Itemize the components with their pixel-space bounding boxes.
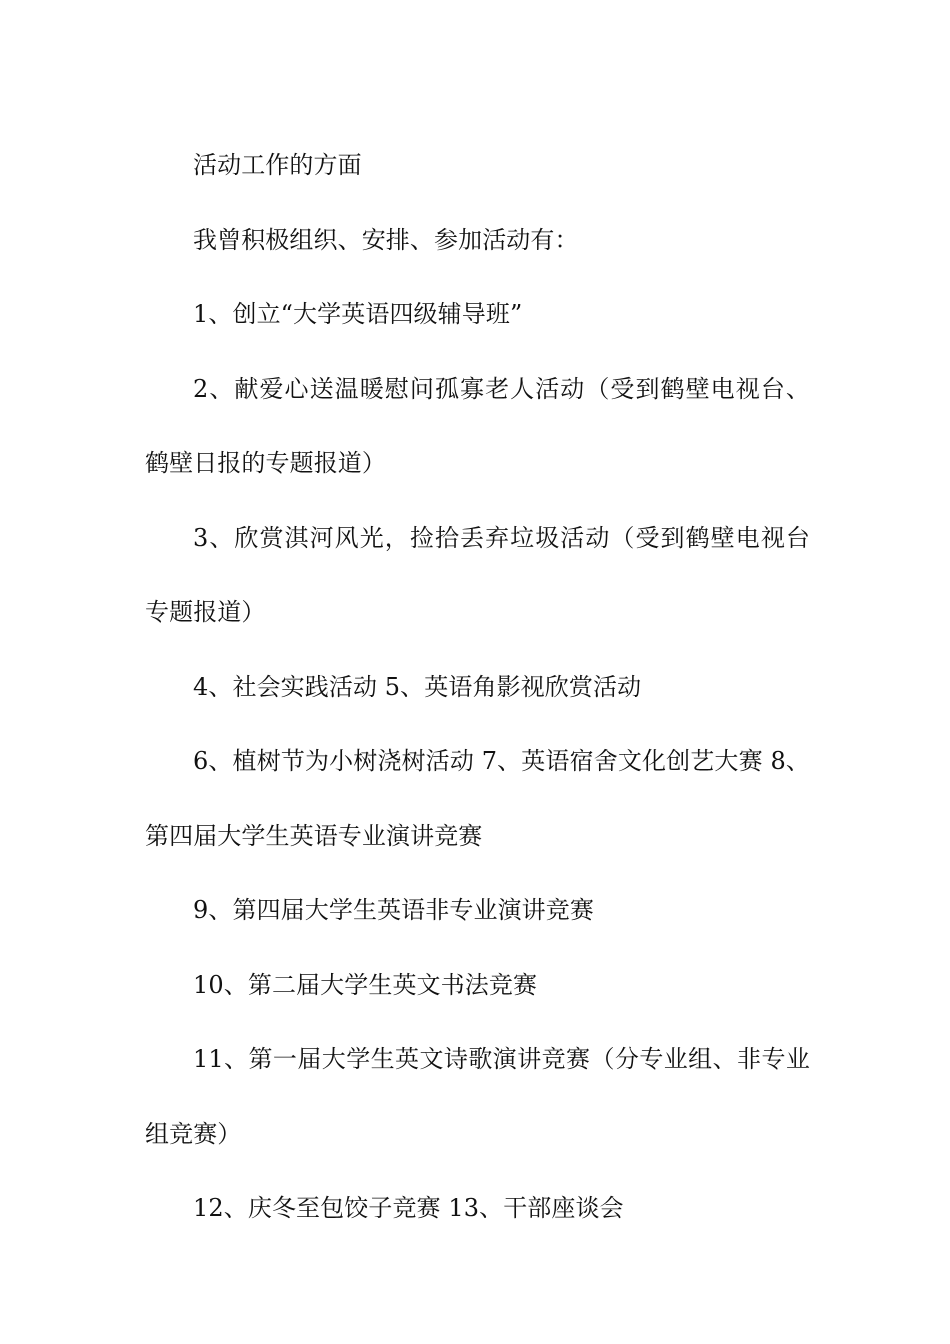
activity-item-12-13: 12、庆冬至包饺子竞赛 13、干部座谈会 bbox=[193, 1194, 624, 1222]
activity-item-10: 10、第二届大学生英文书法竞赛 bbox=[193, 970, 538, 999]
section-heading: 活动工作的方面 bbox=[193, 151, 362, 179]
activity-item-11: 11、第一届大学生英文诗歌演讲竞赛（分专业组、非专业组竞赛） bbox=[145, 1045, 810, 1148]
activity-item-9: 9、第四届大学生英语非专业演讲竞赛 bbox=[193, 896, 594, 924]
activity-item-6-8: 6、植树节为小树浇树活动 7、英语宿舍文化创艺大赛 8、第四届大学生英语专业演讲竞赛 bbox=[145, 747, 810, 850]
activity-item-1: 1、创立“大学英语四级辅导班” bbox=[193, 300, 523, 328]
activity-item-4-5: 4、社会实践活动 5、英语角影视欣赏活动 bbox=[193, 672, 642, 701]
activity-item-3: 3、欣赏淇河风光，捡拾丢弃垃圾活动（受到鹤壁电视台专题报道） bbox=[145, 523, 810, 626]
intro-paragraph: 我曾积极组织、安排、参加活动有： bbox=[193, 225, 579, 254]
document-body bbox=[145, 128, 810, 1246]
activity-item-2: 2、献爱心送温暖慰问孤寡老人活动（受到鹤壁电视台、鹤壁日报的专题报道） bbox=[145, 374, 810, 477]
